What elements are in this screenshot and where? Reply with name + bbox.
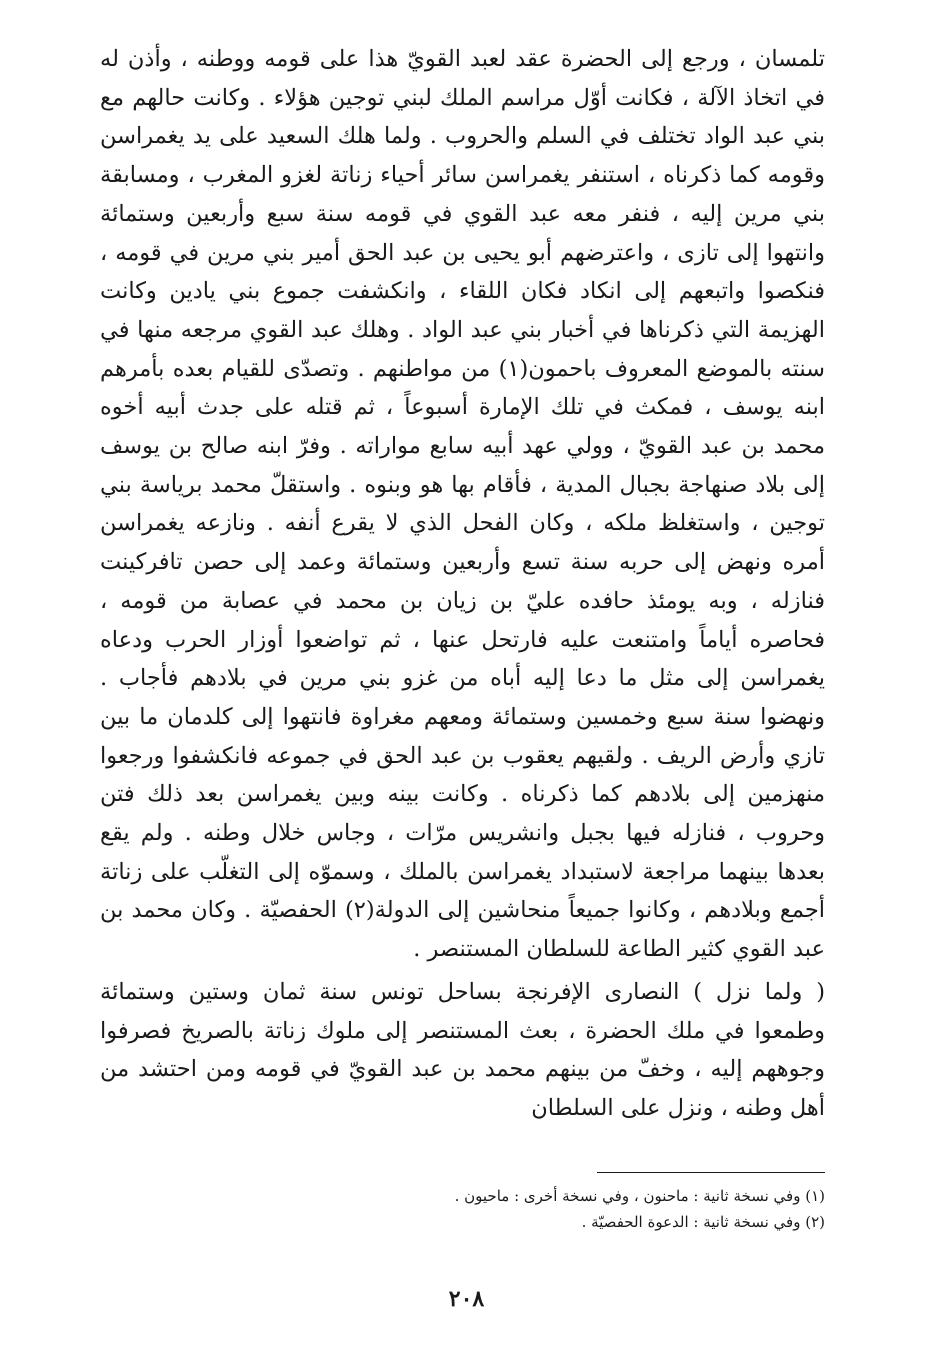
- footnote-2: (٢) وفي نسخة ثانية : الدعوة الحفصيّة .: [581, 1213, 825, 1231]
- footnotes: [100, 1183, 825, 1235]
- paragraph-2: ( ولما نزل ) النصارى الإفرنجة بساحل تونس سنة ثمان وستين وستمائة وطمعوا في ملك الحضرة ، بعث المستنصر إلى ملوك زناتة بالصريخ فصرفوا وجوههم إليه ، وخفّ من بينهم محمد بن عبد القويّ في قومه ومن احتشد من أهل وطنه ، ونزل على السلطان: [100, 978, 825, 1121]
- page-number: ٢٠٨: [448, 1286, 485, 1312]
- footnote-1: (١) وفي نسخة ثانية : ماحنون ، وفي نسخة أخرى : ماحيون .: [454, 1187, 825, 1205]
- footnote-separator: [597, 1172, 825, 1173]
- main-text: [100, 40, 825, 1128]
- paragraph-1: تلمسان ، ورجع إلى الحضرة عقد لعبد القويّ هذا على قومه ووطنه ، وأذن له في اتخاذ الآلة ، فكانت أوّل مراسم الملك لبني توجين هؤلاء . وكانت حالهم مع بني عبد الواد تختلف في السلم والحروب . ولما هلك السعيد على يد يغمراسن وقومه كما ذكرناه ، استنفر يغمراسن سائر أحياء زناتة لغزو المغرب ، ومسابقة بني مرين إليه ، فنفر معه عبد القوي في قومه سنة سبع وأربعين وستمائة وانتهوا إلى تازى ، واعترضهم أبو يحيى بن عبد الحق أمير بني مرين في قومه ، فنكصوا واتبعهم إلى انكاد فكان اللقاء ، وانكشفت جموع بني يادين وكانت الهزيمة التي ذكرناها في أخبار بني عبد الواد . وهلك عبد القوي مرجعه منها في سنته بالموضع المعروف باحمون(١) من مواطنهم . وتصدّى للقيام بعده بأمرهم ابنه يوسف ، فمكث في تلك الإمارة أسبوعاً ، ثم قتله على جدث أبيه أخوه محمد بن عبد القويّ ، وولي عهد أبيه سابع مواراته . وفرّ ابنه صالح بن يوسف إلى بلاد صنهاجة بجبال المدية ، فأقام بها هو وبنوه . واستقلّ محمد برياسة بني توجين ، واستغلظ ملكه ، وكان الفحل الذي لا يقرع أنفه . ونازعه يغمراسن أمره ونهض إلى حربه سنة تسع وأربعين وستمائة وعمد إلى حصن تافركينت فنازله ، وبه يومئذ حافده عليّ بن زيان بن محمد في عصابة من قومه ، فحاصره أياماً وامتنعت عليه فارتحل عنها ، ثم تواضعوا أوزار الحرب ودعاه يغمراسن إلى مثل ما دعا إليه أباه من غزو بني مرين في بلادهم فأجاب . ونهضوا سنة سبع وخمسين وستمائة ومعهم مغراوة فانتهوا إلى كلدمان ما بين تازي وأرض الريف . ولقيهم يعقوب بن عبد الحق في جموعه فانكشفوا ورجعوا منهزمين إلى بلادهم كما ذكرناه . وكانت بينه وبين يغمراسن بعد ذلك فتن وحروب ، فنازله فيها بجبل وانشريس مرّات ، وجاس خلال وطنه . ولم يقع بعدها بينهما مراجعة لاستبداد يغمراسن بالملك ، وسموّه إلى التغلّب على زناتة أجمع وبلادهم ، وكانوا جميعاً منحاشين إلى الدولة(٢) الحفصيّة . وكان محمد بن عبد القوي كثير الطاعة للسلطان المستنصر .: [100, 46, 826, 963]
